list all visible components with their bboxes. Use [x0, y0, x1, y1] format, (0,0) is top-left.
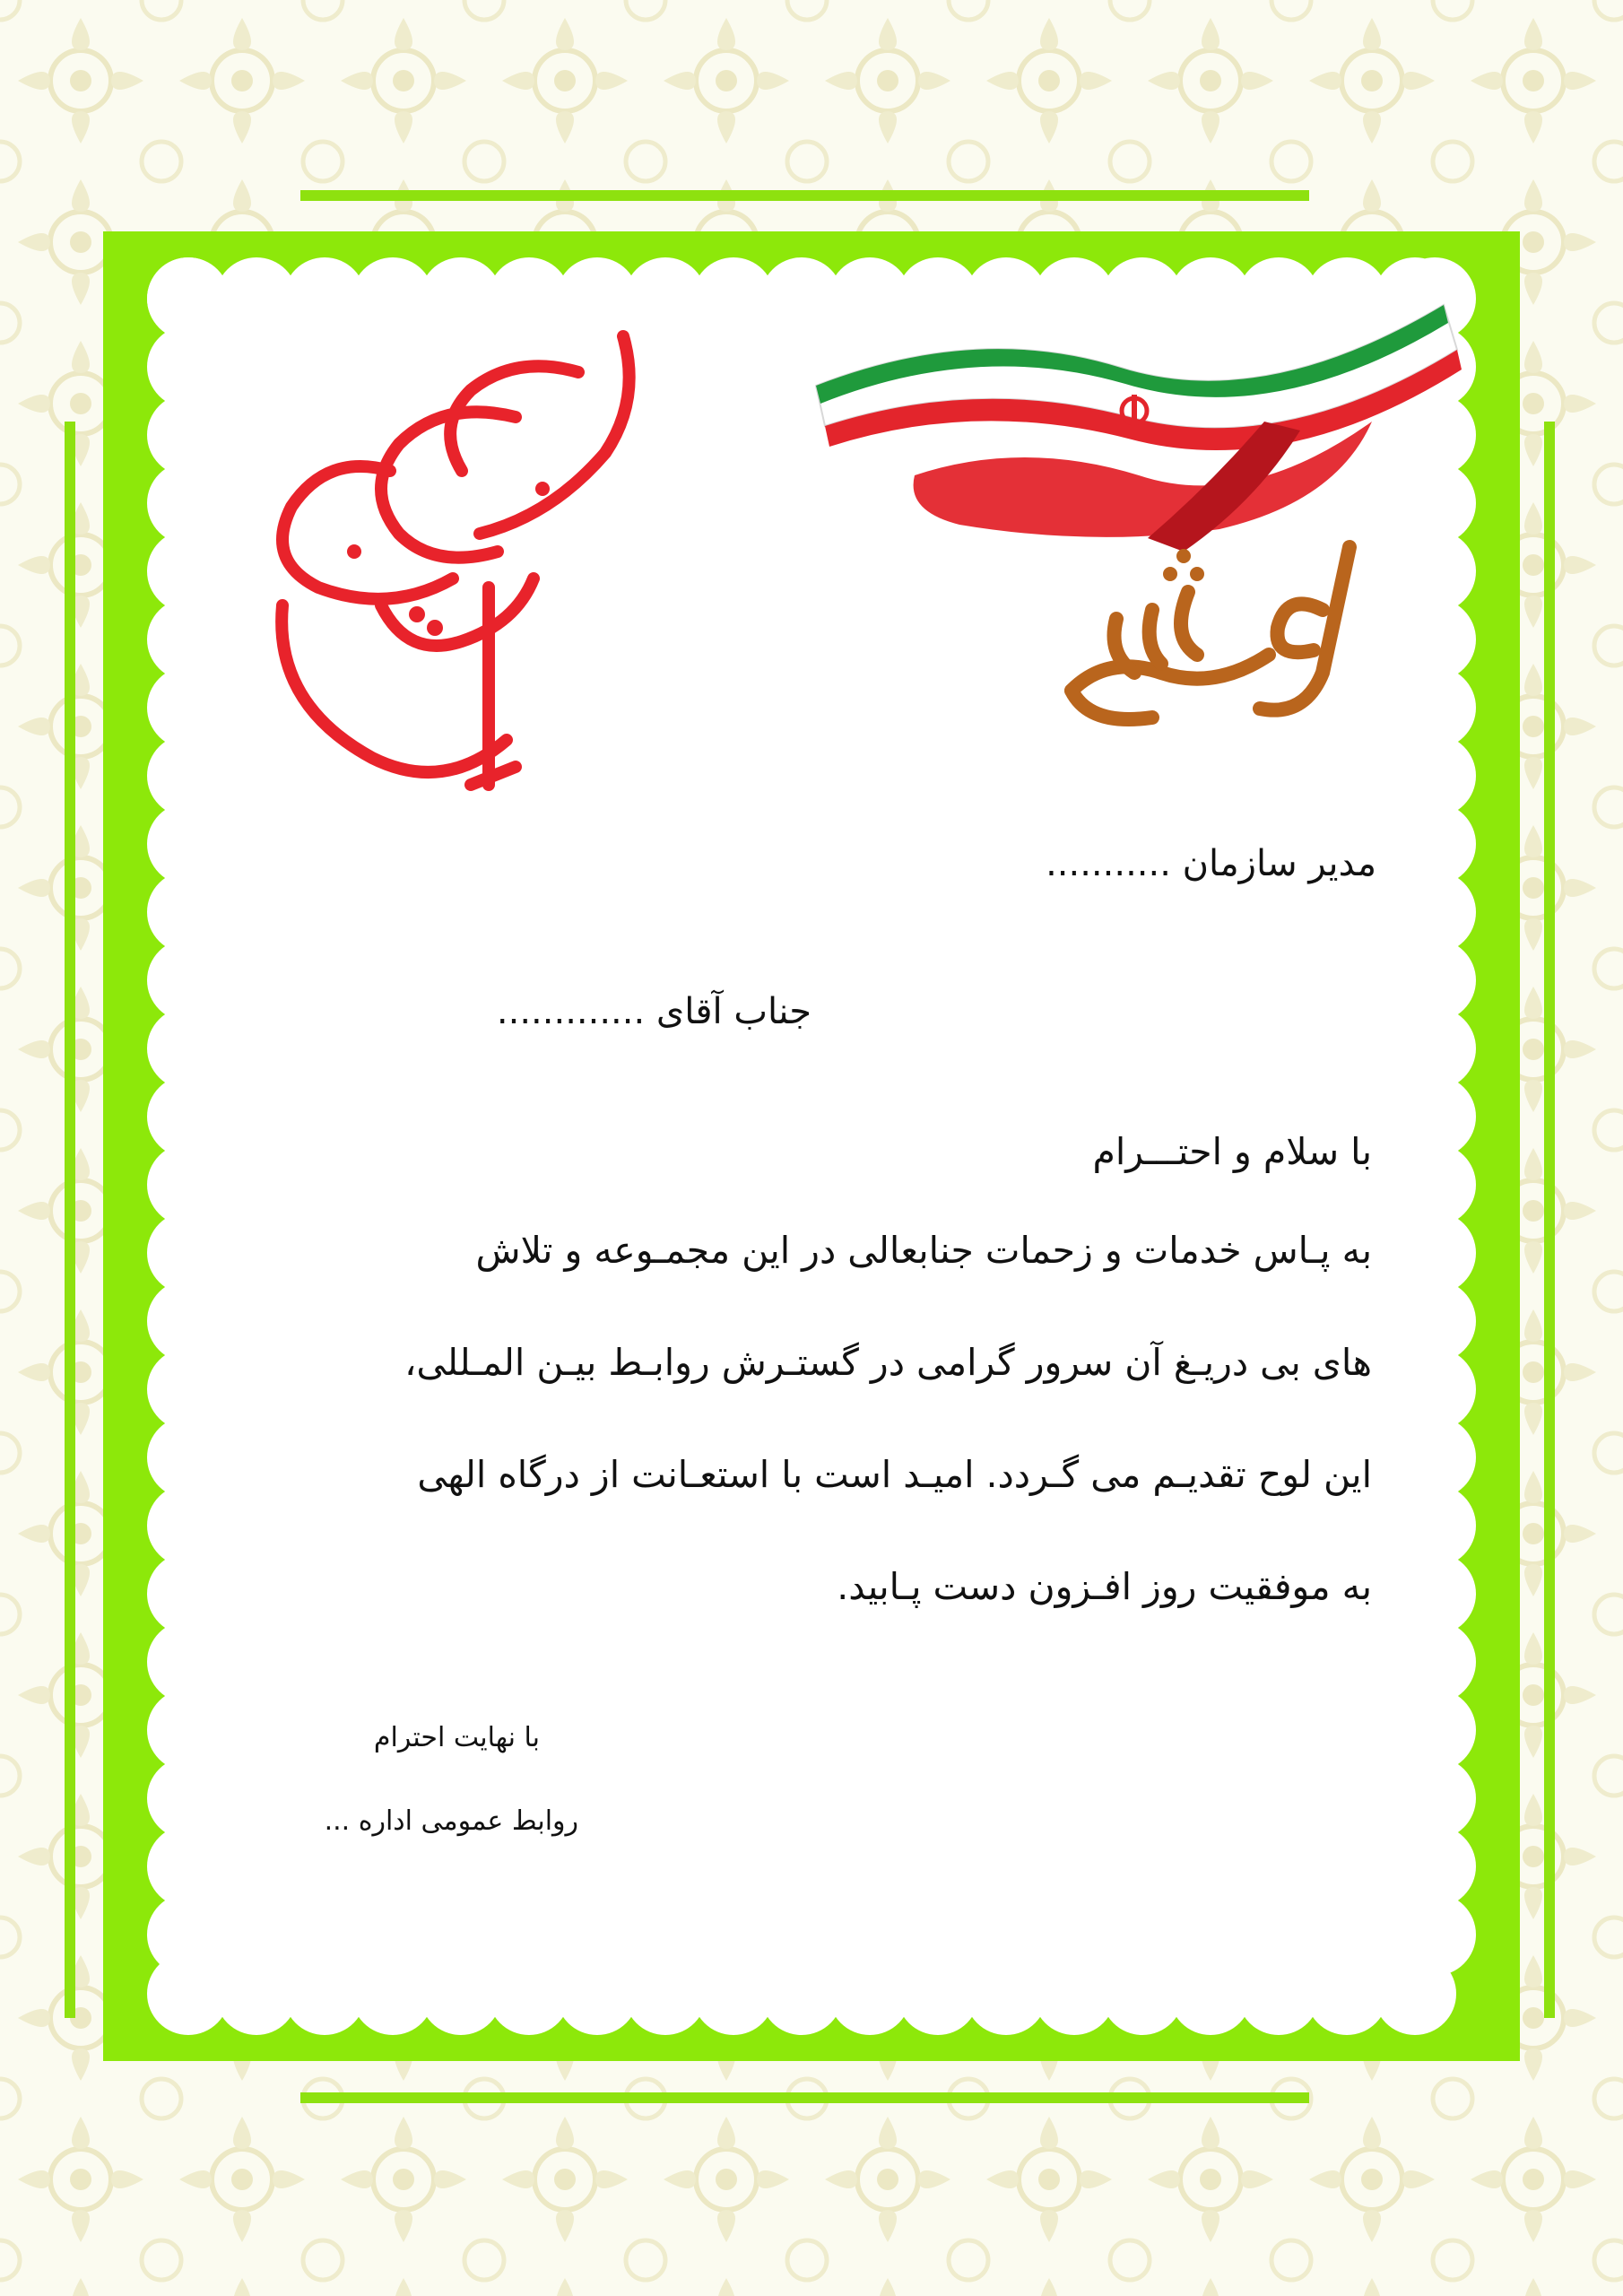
signature: روابط عمومی اداره ... [324, 1805, 578, 1837]
body-line-4: به موفقیت روز افـزون دست پـابید. [837, 1565, 1372, 1608]
body-line-1: به پـاس خدمات و زحمات جنابعالی در این مجمـوعه و تلاش [475, 1229, 1372, 1272]
flag-ribbon [798, 269, 1480, 556]
body-line-2: های بی دریـغ آن سرور گرامی در گستـرش روابـط بیـن المـللی، [404, 1341, 1372, 1384]
bismillah-calligraphy [247, 318, 650, 821]
left-rule [65, 422, 75, 2018]
bottom-rule [300, 2092, 1309, 2103]
body-line-3: این لوح تقدیـم می گـردد. امیـد است با استعـانت از درگاه الهی [417, 1453, 1372, 1496]
title-lettering [1054, 538, 1385, 744]
greeting: با سلام و احتـــرام [1092, 1130, 1372, 1173]
closing: با نهایت احترام [373, 1722, 540, 1753]
addressee-line-2: جناب آقای ............. [496, 991, 812, 1032]
right-rule [1544, 422, 1555, 2018]
addressee-line-1: مدیر سازمان ........... [1046, 843, 1376, 884]
top-rule [300, 190, 1309, 201]
